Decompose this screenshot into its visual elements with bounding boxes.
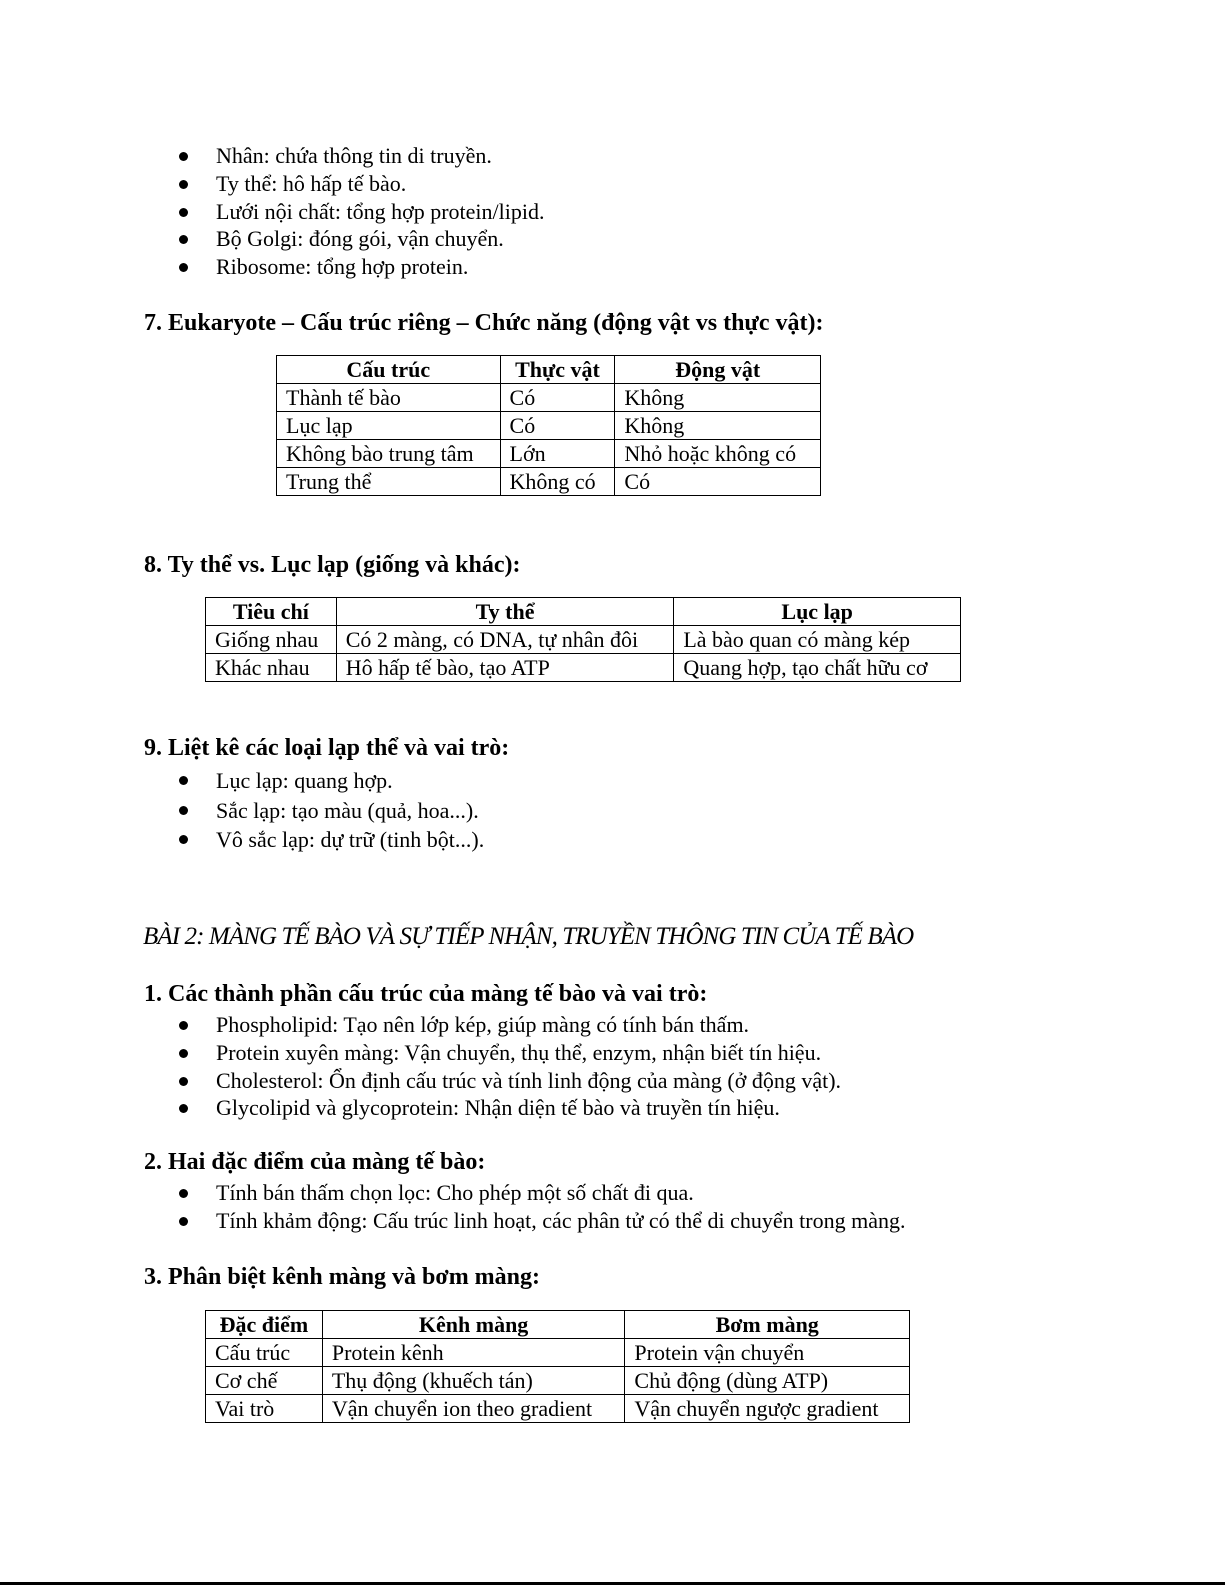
table-cell: Giống nhau: [206, 626, 337, 654]
table-row: [206, 626, 961, 654]
table-cell: Khác nhau: [206, 654, 337, 682]
channel-pump-heading: 3. Phân biệt kênh màng và bơm màng:: [144, 1264, 541, 1290]
list-item: Vô sắc lạp: dự trữ (tinh bột...).: [176, 825, 484, 855]
list-item: Lưới nội chất: tổng hợp protein/lipid.: [176, 198, 545, 226]
table-row: [206, 1367, 910, 1395]
list-item: Tính bán thấm chọn lọc: Cho phép một số chất đi qua.: [176, 1179, 905, 1207]
table-cell: Vai trò: [206, 1395, 323, 1423]
plant-animal-table: [276, 355, 821, 496]
membrane-components-heading: 1. Các thành phần cấu trúc của màng tế bào và vai trò:: [144, 981, 708, 1007]
table-header-row: [206, 598, 961, 626]
table-cell: Thành tế bào: [277, 384, 501, 412]
table-cell: Nhỏ hoặc không có: [615, 440, 821, 468]
table-header: Kênh màng: [322, 1311, 625, 1339]
table-cell: Lục lạp: [277, 412, 501, 440]
table-cell: Có: [615, 468, 821, 496]
table-row: [206, 654, 961, 682]
list-item: Ribosome: tổng hợp protein.: [176, 253, 545, 281]
membrane-features-heading: 2. Hai đặc điểm của màng tế bào:: [144, 1149, 486, 1175]
table-cell: Chủ động (dùng ATP): [625, 1367, 910, 1395]
table-cell: Không bào trung tâm: [277, 440, 501, 468]
table-cell: Không: [615, 412, 821, 440]
list-item: Ty thể: hô hấp tế bào.: [176, 170, 545, 198]
table-cell: Vận chuyển ngược gradient: [625, 1395, 910, 1423]
table-header: Động vật: [615, 356, 821, 384]
channel-pump-table: [205, 1310, 910, 1423]
table-header-row: [277, 356, 821, 384]
table-cell: Vận chuyển ion theo gradient: [322, 1395, 625, 1423]
list-item: Glycolipid và glycoprotein: Nhận diện tế bào và truyền tín hiệu.: [176, 1094, 841, 1122]
table-row: [277, 468, 821, 496]
list-item: Nhân: chứa thông tin di truyền.: [176, 142, 545, 170]
table-header: Đặc điểm: [206, 1311, 323, 1339]
list-item: Bộ Golgi: đóng gói, vận chuyển.: [176, 225, 545, 253]
table-row: [206, 1395, 910, 1423]
table-row: [277, 384, 821, 412]
list-item: Lục lạp: quang hợp.: [176, 766, 484, 796]
list-item: Tính khảm động: Cấu trúc linh hoạt, các phân tử có thể di chuyển trong màng.: [176, 1207, 905, 1235]
table-header-row: [206, 1311, 910, 1339]
mitochondria-chloroplast-table: [205, 597, 961, 682]
list-item: Phospholipid: Tạo nên lớp kép, giúp màng có tính bán thấm.: [176, 1011, 841, 1039]
plastid-list: [176, 766, 484, 855]
table-row: [277, 440, 821, 468]
lesson-2-title: BÀI 2: MÀNG TẾ BÀO VÀ SỰ TIẾP NHẬN, TRUYỀN THÔNG TIN CỦA TẾ BÀO: [143, 923, 914, 950]
section-8-heading: 8. Ty thể vs. Lục lạp (giống và khác):: [144, 552, 521, 578]
table-cell: Không có: [500, 468, 615, 496]
table-cell: Có: [500, 384, 615, 412]
section-7-heading: 7. Eukaryote – Cấu trúc riêng – Chức năng (động vật vs thực vật):: [144, 310, 824, 336]
table-cell: Hô hấp tế bào, tạo ATP: [336, 654, 674, 682]
table-cell: Có 2 màng, có DNA, tự nhân đôi: [336, 626, 674, 654]
table-header: Ty thể: [336, 598, 674, 626]
table-cell: Protein kênh: [322, 1339, 625, 1367]
table-cell: Là bào quan có màng kép: [674, 626, 961, 654]
table-cell: Quang hợp, tạo chất hữu cơ: [674, 654, 961, 682]
organelle-list: [176, 142, 545, 281]
section-9-heading: 9. Liệt kê các loại lạp thể và vai trò:: [144, 735, 510, 761]
table-header: Thực vật: [500, 356, 615, 384]
membrane-components-list: [176, 1011, 841, 1122]
table-cell: Trung thể: [277, 468, 501, 496]
table-cell: Thụ động (khuếch tán): [322, 1367, 625, 1395]
table-row: [277, 412, 821, 440]
table-cell: Cơ chế: [206, 1367, 323, 1395]
list-item: Protein xuyên màng: Vận chuyển, thụ thể, enzym, nhận biết tín hiệu.: [176, 1039, 841, 1067]
table-cell: Lớn: [500, 440, 615, 468]
membrane-features-list: [176, 1179, 905, 1235]
table-header: Lục lạp: [674, 598, 961, 626]
list-item: Sắc lạp: tạo màu (quả, hoa...).: [176, 796, 484, 826]
table-header: Cấu trúc: [277, 356, 501, 384]
table-row: [206, 1339, 910, 1367]
table-cell: Protein vận chuyển: [625, 1339, 910, 1367]
table-cell: Có: [500, 412, 615, 440]
table-header: Tiêu chí: [206, 598, 337, 626]
list-item: Cholesterol: Ổn định cấu trúc và tính linh động của màng (ở động vật).: [176, 1067, 841, 1095]
table-cell: Cấu trúc: [206, 1339, 323, 1367]
table-cell: Không: [615, 384, 821, 412]
table-header: Bơm màng: [625, 1311, 910, 1339]
